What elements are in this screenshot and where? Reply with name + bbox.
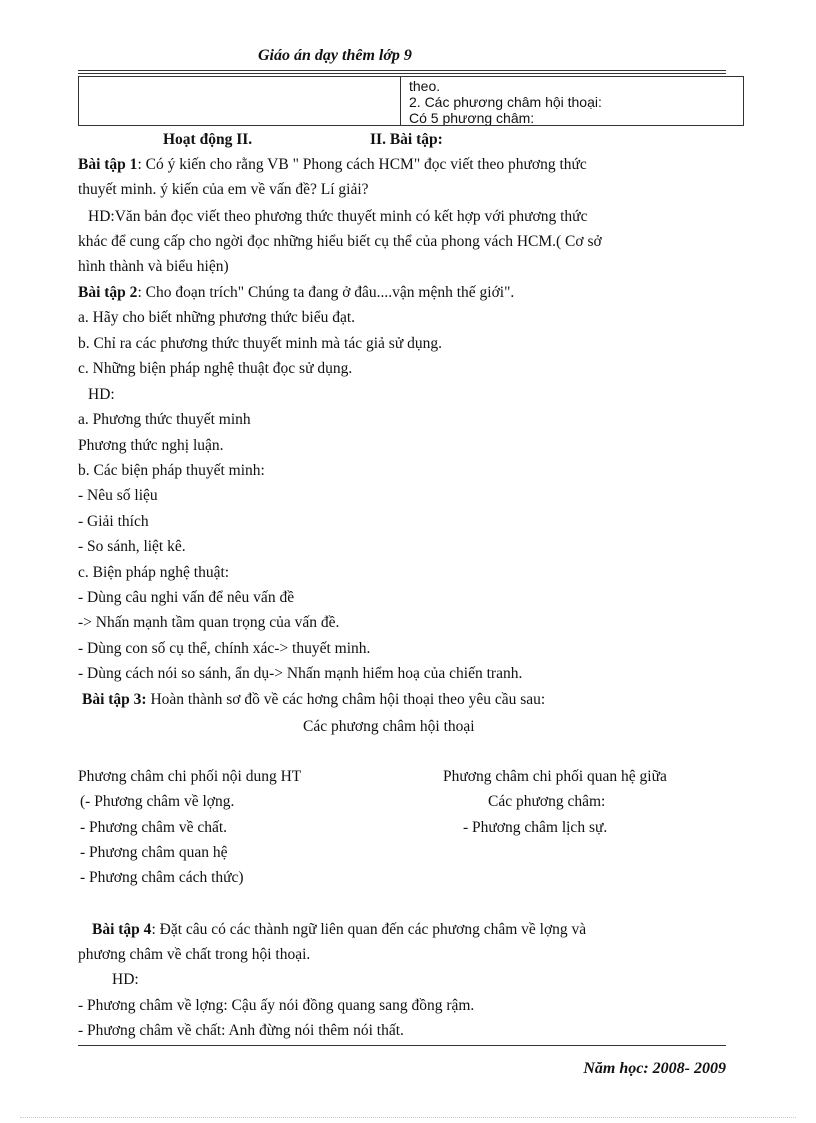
- bt2-label: Bài tập 2: [78, 284, 138, 301]
- bt3-left-item-3: - Phương châm quan hệ: [80, 844, 228, 861]
- activity-heading: Hoạt động II.: [163, 131, 253, 148]
- exercise-section-heading: II. Bài tập:: [370, 131, 443, 148]
- bt4-text-1: : Đặt câu có các thành ngữ liên quan đến các phương châm về lợng và: [151, 921, 587, 938]
- bt4-line-1: [92, 921, 586, 939]
- bt1-hd-3: hình thành và biểu hiện): [78, 258, 229, 275]
- header-rule: [78, 70, 726, 71]
- bt4-example-2: - Phương châm về chất: Anh đừng nói thêm nói thất.: [78, 1022, 404, 1039]
- bt4-line-2: phương châm về chất trong hội thoại.: [78, 946, 311, 963]
- bt2-answer-c3: - Dùng con số cụ thể, chính xác-> thuyết minh.: [78, 640, 371, 657]
- bt2-answer-c4: - Dùng cách nói so sánh, ẩn dụ-> Nhấn mạnh hiểm hoạ của chiến tranh.: [78, 665, 523, 682]
- bt2-question-c: c. Những biện pháp nghệ thuật đọc sử dụng.: [78, 360, 353, 377]
- bt2-question-b: b. Chỉ ra các phương thức thuyết minh mà tác giả sử dụng.: [78, 335, 442, 352]
- bt3-right-subtitle: Các phương châm:: [488, 793, 606, 810]
- bt3-diagram-title: Các phương châm hội thoại: [303, 718, 475, 735]
- bt2-answer-c0: c. Biện pháp nghệ thuật:: [78, 564, 230, 581]
- bt2-hd: HD:: [88, 386, 115, 403]
- bt4-example-1: - Phương châm về lợng: Cậu ấy nói đồng quang sang đồng rậm.: [78, 997, 475, 1014]
- bt2-question-a: a. Hãy cho biết những phương thức biểu đạt.: [78, 309, 356, 326]
- header-rule-2: [78, 73, 726, 74]
- bt4-label: Bài tập 4: [92, 921, 152, 938]
- bt3-left-title: Phương châm chi phối nội dung HT: [78, 768, 302, 785]
- table-divider: [400, 77, 401, 125]
- bt1-label: Bài tập 1: [78, 156, 138, 173]
- bt2-line-1: [78, 284, 514, 302]
- bt3-right-title: Phương châm chi phối quan hệ giữa: [443, 768, 667, 785]
- bt3-left-item-2: - Phương châm về chất.: [80, 819, 228, 836]
- footer-school-year: Năm học: 2008- 2009: [583, 1060, 726, 1077]
- table-cell-line-1: theo.: [409, 78, 441, 94]
- bt1-hd-2: khác để cung cấp cho ngời đọc những hiểu biết cụ thể của phong vách HCM.( Cơ sở: [78, 233, 602, 250]
- bt3-line-1: [82, 691, 545, 709]
- bt2-answer-b1: - Nêu số liệu: [78, 487, 158, 504]
- bt3-left-item-4: - Phương châm cách thức): [80, 869, 244, 886]
- bt4-hd: HD:: [112, 971, 139, 988]
- bt2-answer-c1: - Dùng câu nghi vấn để nêu vấn đề: [78, 589, 295, 606]
- bt1-line-1: [78, 156, 587, 174]
- bt1-hd-1: HD:Văn bản đọc viết theo phương thức thuyết minh có kết hợp với phương thức: [88, 208, 588, 225]
- bt3-label: Bài tập 3:: [82, 691, 147, 708]
- bt1-text-1: : Có ý kiến cho rằng VB " Phong cách HCM" đọc viết theo phương thức: [137, 156, 587, 173]
- table-cell-line-2: 2. Các phương châm hội thoại:: [409, 94, 602, 110]
- page-header-title: Giáo án dạy thêm lớp 9: [258, 47, 412, 64]
- bt2-answer-a1: a. Phương thức thuyết minh: [78, 411, 251, 428]
- bt3-right-item-1: - Phương châm lịch sự.: [463, 819, 608, 836]
- footer-rule: [78, 1045, 726, 1046]
- table-cell-line-3: Có 5 phương châm:: [409, 110, 535, 126]
- bt2-answer-a2: Phương thức nghị luận.: [78, 437, 224, 454]
- page-bottom-dotted-rule: [20, 1117, 796, 1118]
- bt1-line-2: thuyết minh. ý kiến của em về vấn đề? Lí giải?: [78, 181, 369, 198]
- bt2-answer-c2: -> Nhấn mạnh tầm quan trọng của vấn đề.: [78, 614, 340, 631]
- bt3-left-item-1: (- Phương châm về lợng.: [80, 793, 235, 810]
- lesson-table: [78, 76, 744, 126]
- bt2-answer-b3: - So sánh, liệt kê.: [78, 538, 186, 555]
- bt2-answer-b0: b. Các biện pháp thuyết minh:: [78, 462, 265, 479]
- bt3-text-1: Hoàn thành sơ đồ về các hơng châm hội thoại theo yêu cầu sau:: [146, 691, 546, 708]
- bt2-text-1: : Cho đoạn trích" Chúng ta đang ở đâu....vận mệnh thế giới".: [137, 284, 515, 301]
- bt2-answer-b2: - Giải thích: [78, 513, 149, 530]
